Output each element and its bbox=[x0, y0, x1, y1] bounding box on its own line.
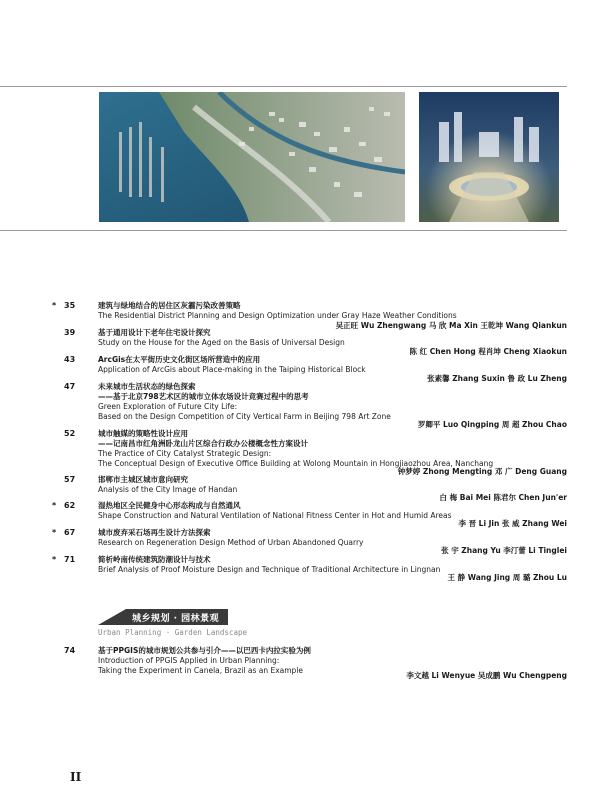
entry-authors: 钟梦婷 Zhong Mengting 邓 广 Deng Guang bbox=[397, 467, 567, 476]
page-number: 71 bbox=[64, 555, 76, 564]
entry-title-cn: 邯郸市主城区城市意向研究 bbox=[98, 475, 188, 484]
aerial-city-photo bbox=[99, 92, 405, 222]
page-folio: II bbox=[70, 770, 82, 784]
page-number: 39 bbox=[64, 328, 76, 337]
page-number: 67 bbox=[64, 528, 76, 537]
section-title-cn: 城乡规划 · 园林景观 bbox=[132, 614, 220, 624]
entry-title-en: Analysis of the City Image of Handan bbox=[98, 485, 238, 494]
featured-star: * bbox=[52, 528, 57, 537]
entry-title-cn: 基于PPGIS的城市规划公共参与引介——以巴西卡内拉实验为例 bbox=[98, 646, 311, 655]
page-number: 43 bbox=[64, 355, 76, 364]
entry-subtitle-en: Taking the Experiment in Canela, Brazil as an Example bbox=[98, 665, 304, 675]
featured-star: * bbox=[52, 501, 57, 510]
bottom-rule bbox=[0, 230, 567, 231]
entry-authors: 李文越 Li Wenyue 吴成鹏 Wu Chengpeng bbox=[406, 671, 567, 680]
night-rendering-photo bbox=[419, 92, 559, 222]
page-number: 52 bbox=[64, 429, 76, 438]
entry-title-en: Brief Analysis of Proof Moisture Design and Technique of Traditional Architecture in Lingnan bbox=[98, 565, 441, 574]
entry-authors: 李 晋 Li Jin 张 威 Zhang Wei bbox=[458, 519, 567, 528]
entry-title-cn: 湿热地区全民健身中心形态构成与自然通风 bbox=[98, 501, 241, 510]
entry-title-cn: 城市废弃采石场再生设计方法探索 bbox=[98, 528, 211, 537]
top-rule bbox=[0, 86, 567, 87]
entry-authors: 白 梅 Bai Mei 陈君尔 Chen Jun'er bbox=[439, 493, 567, 502]
entry-title-en: Application of ArcGis about Place-making in the Taiping Historical Block bbox=[98, 365, 366, 374]
entry-title-cn: 简析岭南传统建筑防潮设计与技术 bbox=[98, 555, 211, 564]
entry-authors: 罗卿平 Luo Qingping 周 超 Zhou Chao bbox=[417, 420, 567, 429]
entry-title-en: The Practice of City Catalyst Strategic Design: bbox=[98, 449, 272, 458]
entry-subtitle-en: Based on the Design Competition of City Vertical Farm in Beijing 798 Art Zone bbox=[98, 411, 391, 421]
aerial-city-image bbox=[99, 92, 405, 222]
section-title-en: Urban Planning · Garden Landscape bbox=[98, 628, 248, 637]
entry-title-cn: ArcGis在太平街历史文化街区场所营造中的应用 bbox=[98, 355, 261, 364]
entry-title-en: Research on Regeneration Design Method of Urban Abandoned Quarry bbox=[98, 538, 364, 547]
entry-title-en: Green Exploration of Future City Life: bbox=[98, 402, 238, 411]
page-number: 35 bbox=[64, 301, 76, 310]
page-number: 62 bbox=[64, 501, 76, 510]
entry-title-cn: 未来城市生活状态的绿色探索 bbox=[98, 382, 196, 391]
entry-authors: 张素馨 Zhang Suxin 鲁 政 Lu Zheng bbox=[427, 374, 567, 383]
entry-title-en: Introduction of PPGIS Applied in Urban Planning: bbox=[98, 656, 280, 665]
page-number: 57 bbox=[64, 475, 76, 484]
entry-subtitle-cn: ——基于北京798艺术区的城市立体农场设计竞赛过程中的思考 bbox=[98, 392, 309, 401]
entry-authors: 张 宇 Zhang Yu 李汀蕾 Li Tinglei bbox=[441, 546, 567, 555]
night-rendering-image bbox=[419, 92, 559, 222]
entry-title-cn: 建筑与绿地结合的居住区灰霾污染改善策略 bbox=[98, 301, 241, 310]
entry-subtitle-en: The Conceptual Design of Executive Office Building at Wolong Mountain in Hongjiaozhou Area, Nanchang bbox=[98, 458, 494, 468]
entry-authors: 王 静 Wang Jing 周 璐 Zhou Lu bbox=[447, 573, 567, 582]
entry-authors: 吴正旺 Wu Zhengwang 马 欣 Ma Xin 王乾坤 Wang Qiankun bbox=[335, 321, 567, 330]
featured-star: * bbox=[52, 301, 57, 310]
entry-title-en: Study on the House for the Aged on the Basis of Universal Design bbox=[98, 338, 345, 347]
page-number: 47 bbox=[64, 382, 76, 391]
entry-title-cn: 基于通用设计下老年住宅设计探究 bbox=[98, 328, 211, 337]
entry-title-en: The Residential District Planning and Design Optimization under Gray Haze Weather Conditions bbox=[98, 311, 457, 320]
entry-subtitle-cn: ——记南昌市红角洲卧龙山片区综合行政办公楼概念性方案设计 bbox=[98, 439, 308, 448]
entry-authors: 陈 红 Chen Hong 程肖坤 Cheng Xiaokun bbox=[409, 347, 567, 356]
entry-title-cn: 城市触媒的策略性设计应用 bbox=[98, 429, 188, 438]
page-number: 74 bbox=[64, 646, 76, 655]
featured-star: * bbox=[52, 555, 57, 564]
entry-title-en: Shape Construction and Natural Ventilation of National Fitness Center in Hot and Humid Areas bbox=[98, 511, 452, 520]
